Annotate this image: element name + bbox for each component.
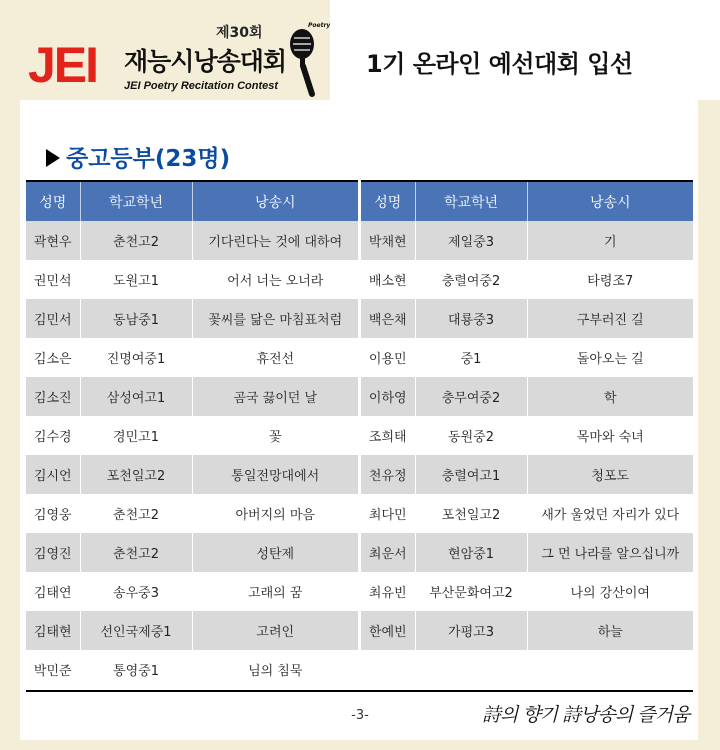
entrant-school: 송우중3 xyxy=(80,572,192,611)
entrant-school: 춘천고2 xyxy=(80,221,192,260)
entrant-name: 김영진 xyxy=(26,533,80,572)
entrant-school: 동남중1 xyxy=(80,299,192,338)
table-row xyxy=(361,416,693,455)
table-row xyxy=(361,221,693,260)
entrant-school: 도원고1 xyxy=(80,260,192,299)
col-name-header: 성명 xyxy=(361,181,415,221)
entrant-name: 최운서 xyxy=(361,533,415,572)
entrant-name: 김태연 xyxy=(26,572,80,611)
entrant-school: 선인국제중1 xyxy=(80,611,192,650)
col-school-header: 학교학년 xyxy=(80,181,192,221)
entrant-poem: 타령조7 xyxy=(527,260,693,299)
entrant-school: 제일중3 xyxy=(415,221,527,260)
col-poem-header: 낭송시 xyxy=(527,181,693,221)
entrant-school: 동원중2 xyxy=(415,416,527,455)
entrants-table-left xyxy=(26,180,358,689)
entrant-poem: 고려인 xyxy=(192,611,358,650)
entrant-poem: 하늘 xyxy=(527,611,693,650)
entrant-school: 중1 xyxy=(415,338,527,377)
section-title-text: 중고등부(23명) xyxy=(66,146,231,172)
triangle-bullet-icon xyxy=(46,149,60,167)
entrant-poem: 어서 너는 오너라 xyxy=(192,260,358,299)
entrant-school: 춘천고2 xyxy=(80,494,192,533)
entrant-name: 김소은 xyxy=(26,338,80,377)
entrant-school: 삼성여고1 xyxy=(80,377,192,416)
entrant-school: 현암중1 xyxy=(415,533,527,572)
entrant-name: 김영웅 xyxy=(26,494,80,533)
header-banner xyxy=(330,0,720,100)
logo-jei-text: JEI xyxy=(28,37,98,93)
entrant-school: 춘천고2 xyxy=(80,533,192,572)
col-poem-header: 낭송시 xyxy=(192,181,358,221)
table-header-row xyxy=(361,181,693,221)
section-title xyxy=(46,140,230,173)
col-name-header: 성명 xyxy=(26,181,80,221)
table-row xyxy=(26,455,358,494)
table-row xyxy=(26,338,358,377)
entrant-poem: 학 xyxy=(527,377,693,416)
bottom-divider xyxy=(26,690,693,692)
entrant-poem: 나의 강산이여 xyxy=(527,572,693,611)
entrant-poem: 그 먼 나라를 알으십니까 xyxy=(527,533,693,572)
entrant-school: 부산문화여고2 xyxy=(415,572,527,611)
entrant-poem: 청포도 xyxy=(527,455,693,494)
entrant-name: 김시언 xyxy=(26,455,80,494)
page-number: -3- xyxy=(351,708,369,723)
entrant-poem: 곰국 끓이던 날 xyxy=(192,377,358,416)
entrant-school: 대룡중3 xyxy=(415,299,527,338)
table-row xyxy=(26,260,358,299)
table-row xyxy=(26,611,358,650)
entrant-school: 충무여중2 xyxy=(415,377,527,416)
entrant-name: 박채현 xyxy=(361,221,415,260)
table-row xyxy=(361,338,693,377)
table-row xyxy=(361,299,693,338)
entrant-name: 최다민 xyxy=(361,494,415,533)
microphone-icon xyxy=(282,18,331,98)
col-school-header: 학교학년 xyxy=(415,181,527,221)
entrant-poem: 성탄제 xyxy=(192,533,358,572)
table-row xyxy=(361,377,693,416)
entrant-school: 통영중1 xyxy=(80,650,192,689)
table-row xyxy=(26,533,358,572)
page-heading: 1기 온라인 예선대회 입선 xyxy=(366,50,633,78)
table-row xyxy=(361,611,693,650)
entrant-poem: 기다린다는 것에 대하여 xyxy=(192,221,358,260)
entrant-name: 김소진 xyxy=(26,377,80,416)
entrant-name: 김태현 xyxy=(26,611,80,650)
logo-edition: 제30회 xyxy=(216,25,263,41)
entrant-name: 천유정 xyxy=(361,455,415,494)
entrant-poem: 고래의 꿈 xyxy=(192,572,358,611)
logo-title: 재능시낭송대회 xyxy=(124,47,287,76)
slogan-calligraphy: 詩의 향기 詩낭송의 즐거움 xyxy=(482,704,690,726)
entrant-name: 곽현우 xyxy=(26,221,80,260)
entrant-poem: 구부러진 길 xyxy=(527,299,693,338)
table-row xyxy=(26,416,358,455)
entrant-name: 김민서 xyxy=(26,299,80,338)
entrant-name: 박민준 xyxy=(26,650,80,689)
mic-label: Poetry xyxy=(308,22,331,29)
entrant-poem: 아버지의 마음 xyxy=(192,494,358,533)
entrant-school: 포천일고2 xyxy=(80,455,192,494)
entrant-school: 포천일고2 xyxy=(415,494,527,533)
table-row xyxy=(361,455,693,494)
table-row xyxy=(26,494,358,533)
contest-logo xyxy=(20,10,330,100)
entrant-name: 이하영 xyxy=(361,377,415,416)
entrant-poem: 목마와 숙녀 xyxy=(527,416,693,455)
entrants-table-right xyxy=(361,180,693,689)
table-row xyxy=(361,572,693,611)
table-row xyxy=(361,260,693,299)
entrant-name: 백은채 xyxy=(361,299,415,338)
table-header-row xyxy=(26,181,358,221)
entrant-name: 배소현 xyxy=(361,260,415,299)
table-row xyxy=(361,533,693,572)
entrant-poem: 통일전망대에서 xyxy=(192,455,358,494)
entrant-school: 경민고1 xyxy=(80,416,192,455)
table-row xyxy=(361,494,693,533)
entrant-school: 충렬여중2 xyxy=(415,260,527,299)
entrant-name: 조희태 xyxy=(361,416,415,455)
entrant-school: 진명여중1 xyxy=(80,338,192,377)
table-row xyxy=(26,221,358,260)
entrant-poem: 꽃 xyxy=(192,416,358,455)
entrant-school: 가평고3 xyxy=(415,611,527,650)
table-row xyxy=(26,572,358,611)
entrant-name: 김수경 xyxy=(26,416,80,455)
entrant-name: 권민석 xyxy=(26,260,80,299)
entrant-poem: 꽃씨를 닮은 마침표처럼 xyxy=(192,299,358,338)
table-row xyxy=(361,650,693,689)
entrant-poem: 새가 울었던 자리가 있다 xyxy=(527,494,693,533)
table-row xyxy=(26,377,358,416)
entrant-name: 한예빈 xyxy=(361,611,415,650)
entrant-poem: 돌아오는 길 xyxy=(527,338,693,377)
entrant-poem: 기 xyxy=(527,221,693,260)
entrant-name: 이용민 xyxy=(361,338,415,377)
entrant-name: 최유빈 xyxy=(361,572,415,611)
entrant-poem: 휴전선 xyxy=(192,338,358,377)
table-row xyxy=(26,299,358,338)
entrant-school: 충렬여고1 xyxy=(415,455,527,494)
logo-subtitle: JEI Poetry Recitation Contest xyxy=(124,80,279,92)
entrant-poem: 님의 침묵 xyxy=(192,650,358,689)
table-row xyxy=(26,650,358,689)
